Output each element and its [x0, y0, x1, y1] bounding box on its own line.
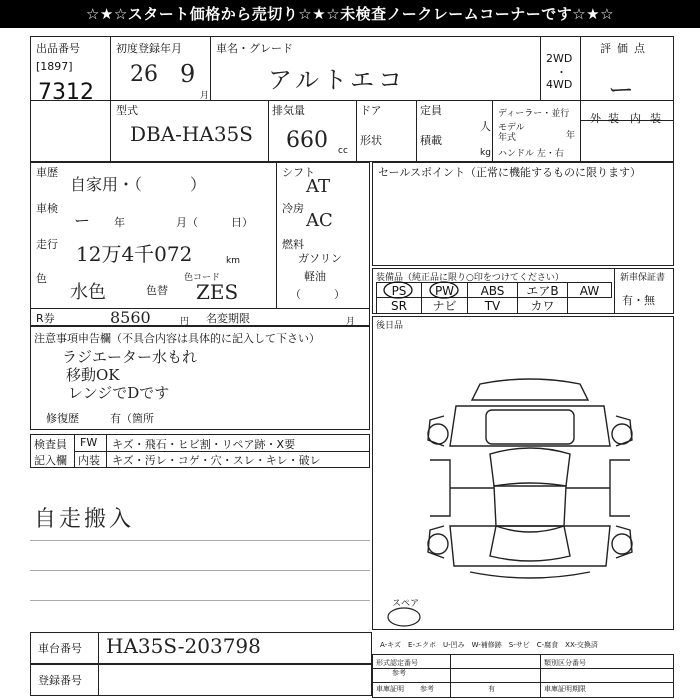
shift-label: シフト: [282, 166, 315, 179]
form-label-f: 車庫証明期限: [544, 685, 586, 693]
equip-ps: PS: [376, 282, 422, 298]
inspector-label-2: 記入欄: [34, 454, 67, 467]
exterior-2: 装: [608, 112, 619, 125]
capacity-label: 定員: [420, 104, 442, 117]
reg-no-label: 登録番号: [38, 674, 82, 687]
form-label-e: 参考: [420, 685, 434, 693]
color-label: 色: [36, 272, 47, 285]
ac-value: AC: [306, 210, 333, 231]
capacity-unit: 人: [480, 120, 491, 133]
warranty-yes-no: 有・無: [622, 294, 655, 307]
fuel-diesel: 軽油: [304, 270, 326, 283]
door-label: ドア: [360, 104, 382, 117]
notes-line-1: ラジエーター水もれ: [62, 348, 198, 366]
color-code-label: 色コード: [184, 273, 221, 283]
model-label: 車名・グレード: [216, 42, 293, 55]
form-label-a: 形式認定番号: [376, 659, 418, 667]
dealer-line3: 年式: [498, 133, 517, 143]
color-code: ZES: [196, 280, 239, 304]
name-change-unit: 月: [346, 317, 356, 327]
equip-abs: ABS: [468, 282, 518, 298]
chassis-value: HA35S-203798: [106, 634, 261, 658]
exterior-3: 内: [630, 112, 641, 125]
equipment-label: 装備品（純正品に限り○印をつけてください）: [376, 273, 564, 283]
inspection-label: 車検: [36, 202, 58, 215]
form-label-b: 参考: [392, 669, 406, 677]
back-label: 後日品: [376, 321, 404, 331]
drive-4wd: 4WD: [546, 78, 573, 91]
inspection-year: 年: [114, 216, 125, 229]
fuel-paren: （ ）: [290, 288, 345, 301]
capacity-load: 積載: [420, 134, 442, 147]
sales-label: セールスポイント（正常に機能するものに限ります）: [378, 166, 642, 179]
inspection-dash: ー: [74, 211, 91, 230]
fuel-label: 燃料: [282, 238, 304, 251]
mileage-unit: km: [226, 256, 240, 266]
drive-2wd: 2WD: [546, 52, 573, 65]
equip-aw: AW: [568, 282, 612, 298]
lot-sub: [1897]: [36, 60, 73, 73]
rating-label: 評価点: [600, 42, 651, 55]
color-plating: 色替: [146, 284, 168, 297]
displacement-unit: cc: [338, 146, 348, 156]
lot-number: 7312: [38, 80, 94, 105]
registration-month: 9: [180, 60, 196, 88]
dealer-line1: ディーラー・並行: [498, 109, 570, 119]
form-label-c: 類別区分番号: [544, 659, 586, 667]
notes-line-3: レンジでDです: [68, 384, 170, 402]
shift-value: AT: [306, 176, 331, 197]
recycle-value: 8560: [110, 308, 151, 327]
warranty-label: 新車保証書: [620, 273, 666, 283]
equip-navi: ナビ: [422, 298, 468, 314]
registration-year: 26: [130, 62, 158, 87]
spare-tire: [384, 606, 424, 628]
equip-tv: TV: [468, 298, 518, 314]
equip-sr: SR: [376, 298, 422, 314]
mileage-value: 12万4千072: [76, 242, 193, 266]
exterior-1: 外: [590, 112, 601, 125]
inspector-fw: FW: [80, 436, 98, 449]
damage-legend: A-キズ E-エクボ U-凹み W-補修跡 S-サビ C-腐食 XX-交換済: [380, 641, 598, 649]
notes-line-2: 移動OK: [66, 366, 120, 384]
name-change-label: 名変期限: [206, 312, 250, 325]
equipment-circles: [376, 280, 476, 302]
displacement-label: 排気量: [272, 104, 305, 117]
registration-month-unit: 月: [200, 91, 210, 101]
type-value: DBA-HA35S: [130, 122, 253, 146]
self-drive-note: 自走搬入: [34, 507, 135, 532]
form-label-g: 有: [488, 685, 495, 693]
dealer-year-unit: 年: [566, 131, 576, 141]
history-label: 車歴: [36, 166, 58, 179]
inspector-label-1: 検査員: [34, 438, 67, 451]
fuel-gas: ガソリン: [298, 252, 342, 265]
chassis-label: 車台番号: [38, 642, 82, 655]
model-value: アルトエコ: [268, 66, 407, 94]
inspector-ext-items: キズ・飛石・ヒビ割・リペア跡・X要: [112, 438, 296, 451]
rating-value: ー: [608, 76, 635, 106]
header-banner: ☆★☆スタート価格から売切り☆★☆未検査ノークレームコーナーです☆★☆: [0, 0, 700, 28]
dealer-line2: モデル: [498, 123, 525, 133]
ac-label: 冷房: [282, 202, 304, 215]
form-label-d: 車庫証明: [376, 685, 404, 693]
drive-dot: ・: [556, 66, 567, 79]
notes-label: 注意事項申告欄（不具合内容は具体的に記入して下さい）: [34, 332, 320, 345]
equip-leather: カワ: [518, 298, 568, 314]
spare-label: スペア: [392, 599, 420, 609]
equip-pw: PW: [422, 282, 468, 298]
lot-label: 出品番号: [36, 42, 80, 55]
inspector-in: 内装: [78, 454, 100, 467]
inspection-month: 月（ 日）: [176, 216, 253, 229]
displacement-value: 660: [286, 128, 328, 153]
type-label: 型式: [116, 104, 138, 117]
exterior-4: 装: [650, 112, 661, 125]
inspector-int-items: キズ・汚レ・コゲ・穴・スレ・キレ・破レ: [112, 454, 321, 467]
car-diagram: [410, 376, 650, 586]
repair-value: 有（箇所: [110, 412, 154, 425]
history-value: 自家用・（ ）: [70, 175, 207, 194]
mileage-label: 走行: [36, 238, 58, 251]
capacity-kg: kg: [480, 148, 491, 158]
recycle-label: R券: [36, 312, 55, 325]
color-value: 水色: [70, 282, 106, 303]
registration-label: 初度登録年月: [116, 42, 182, 55]
recycle-unit: 円: [180, 317, 190, 327]
repair-label: 修復歴: [46, 412, 79, 425]
dealer-handle: ハンドル 左・右: [498, 149, 564, 159]
door-shape: 形状: [360, 134, 382, 147]
equip-airbag: エアB: [518, 282, 568, 298]
